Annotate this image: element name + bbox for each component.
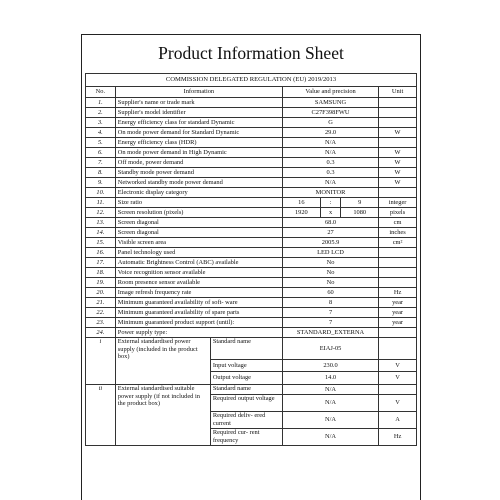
table-row [86,218,417,228]
row-unit [379,118,417,128]
row-information: Size ratio [115,198,282,208]
header-value: Value and precision [282,87,378,98]
row-number: 4. [86,128,116,138]
supply-ii-requirement-unit: A [379,412,417,429]
supply-ii-description: External standardised suitable power supply (if not included in the product box) [115,385,210,446]
row-number: 19. [86,278,116,288]
ratio-first: 1920 [282,208,320,218]
supply-ii-standard-value: N/A [282,385,378,395]
row-unit [379,108,417,118]
row-information: On mode power demand in High Dynamic [115,148,282,158]
row-unit [379,258,417,268]
supply-ii-standard-unit [379,385,417,395]
row-information: Screen diagonal [115,228,282,238]
row-information: Automatic Brightness Control (ABC) available [115,258,282,268]
supply-ii-requirement-value: N/A [282,429,378,446]
header-unit: Unit [379,87,417,98]
row-value: 27 [282,228,378,238]
row-value: 2005.9 [282,238,378,248]
row-information: Minimum guaranteed availability of spare parts [115,308,282,318]
row-information: Supplier's name or trade mark [115,98,282,108]
row-value: 7 [282,308,378,318]
table-row [86,208,417,218]
row-unit: W [379,168,417,178]
row-value: C27F398FWU [282,108,378,118]
row-unit: integer [379,198,417,208]
row-number: 17. [86,258,116,268]
row-number: 5. [86,138,116,148]
row-value: LED LCD [282,248,378,258]
row-information: On mode power demand for Standard Dynamic [115,128,282,138]
table-row [86,248,417,258]
row-unit: cm [379,218,417,228]
table-row [86,118,417,128]
row-information: Visible screen area [115,238,282,248]
row-unit: year [379,308,417,318]
row-unit: inches [379,228,417,238]
supply-ii-requirement-label: Required deliv- ered current [210,412,282,429]
row-information: Power supply type: [115,328,282,338]
row-information: Electronic display category [115,188,282,198]
row-value: No [282,268,378,278]
row-value: 29.0 [282,128,378,138]
row-unit [379,98,417,108]
row-unit: year [379,298,417,308]
row-value: N/A [282,138,378,148]
row-number: 7. [86,158,116,168]
row-number: 9. [86,178,116,188]
row-value: 0.3 [282,168,378,178]
supply-ii-requirement-label: Required cur- rent frequency [210,429,282,446]
row-information: Image refresh frequency rate [115,288,282,298]
row-value: No [282,258,378,268]
supply-ii-requirement-unit: Hz [379,429,417,446]
product-information-sheet [81,34,421,500]
row-unit: W [379,178,417,188]
row-information: Voice recognition sensor available [115,268,282,278]
row-unit [379,138,417,148]
row-value: MONITOR [282,188,378,198]
table-row [86,328,417,338]
row-information: Screen diagonal [115,218,282,228]
row-unit: Hz [379,288,417,298]
row-value: 60 [282,288,378,298]
supply-ii-requirement-unit: V [379,395,417,412]
row-unit [379,328,417,338]
row-information: Energy efficiency class (HDR) [115,138,282,148]
row-unit [379,268,417,278]
row-information: Panel technology used [115,248,282,258]
row-number: 22. [86,308,116,318]
row-information: Networked standby mode power demand [115,178,282,188]
row-information: Room presence sensor available [115,278,282,288]
row-number: 23. [86,318,116,328]
row-unit: year [379,318,417,328]
supply-i-standard-label: Standard name [210,338,282,360]
supply-ii-standard-row [86,385,417,395]
table-row [86,128,417,138]
table-row [86,258,417,268]
table-row [86,138,417,148]
row-value: No [282,278,378,288]
row-number: 6. [86,148,116,158]
row-number: 14. [86,228,116,238]
table-row [86,98,417,108]
row-number: 1. [86,98,116,108]
row-value: 8 [282,298,378,308]
row-value: G [282,118,378,128]
row-number: 15. [86,238,116,248]
supply-i-standard-value: EIAJ-05 [282,338,378,360]
table-row [86,298,417,308]
ratio-second: 9 [341,198,379,208]
row-unit [379,188,417,198]
row-unit [379,278,417,288]
row-value: N/A [282,148,378,158]
supply-ii-standard-label: Standard name [210,385,282,395]
row-value: 0.3 [282,158,378,168]
supply-ii-requirement-value: N/A [282,412,378,429]
supply-i-input-unit: V [379,359,417,372]
supply-i-output-value: 14.0 [282,372,378,385]
row-information: Standby mode power demand [115,168,282,178]
row-number: 16. [86,248,116,258]
supply-i-input-label: Input voltage [210,359,282,372]
row-number: 21. [86,298,116,308]
ratio-separator: : [320,198,341,208]
row-number: 10. [86,188,116,198]
row-information: Minimum guaranteed availability of soft- ware [115,298,282,308]
table-row [86,108,417,118]
table-row [86,178,417,188]
row-unit: W [379,158,417,168]
table-row [86,168,417,178]
row-number: 20. [86,288,116,298]
table-row [86,268,417,278]
row-information: Energy efficiency class for standard Dynamic [115,118,282,128]
table-row [86,198,417,208]
row-value: N/A [282,178,378,188]
row-number: 24. [86,328,116,338]
sheet-title: Product Information Sheet [158,43,344,63]
row-number: 3. [86,118,116,128]
table-row [86,188,417,198]
supply-i-standard-unit [379,338,417,360]
header-no: No. [86,87,116,98]
row-value: 68.0 [282,218,378,228]
table-row [86,318,417,328]
row-value: 7 [282,318,378,328]
row-number: 12. [86,208,116,218]
row-unit: W [379,148,417,158]
row-number: 18. [86,268,116,278]
supply-ii-number: ii [86,385,116,446]
row-number: 2. [86,108,116,118]
table-row [86,288,417,298]
ratio-separator: x [320,208,341,218]
header-information: Information [115,87,282,98]
row-unit: W [379,128,417,138]
table-row [86,148,417,158]
row-value: STANDARD_EXTERNA [282,328,378,338]
ratio-first: 16 [282,198,320,208]
regulation-text: COMMISSION DELEGATED REGULATION (EU) 2019/2013 [86,74,417,87]
header-row [86,87,417,98]
supply-i-number: i [86,338,116,385]
supply-i-description: External standardised power supply (included in the product box) [115,338,210,385]
row-information: Minimum guaranteed product support (until): [115,318,282,328]
row-information: Supplier's model identifier [115,108,282,118]
row-unit: pixels [379,208,417,218]
supply-i-output-unit: V [379,372,417,385]
table-row [86,238,417,248]
regulation-row [86,74,417,87]
table-row [86,158,417,168]
row-unit: cm² [379,238,417,248]
supply-i-output-label: Output voltage [210,372,282,385]
supply-ii-requirement-value: N/A [282,395,378,412]
product-info-table [85,73,417,446]
supply-i-input-value: 230.0 [282,359,378,372]
table-row [86,308,417,318]
row-number: 13. [86,218,116,228]
row-information: Screen resolution (pixels) [115,208,282,218]
supply-i-standard-row [86,338,417,360]
row-information: Off mode, power demand [115,158,282,168]
table-row [86,228,417,238]
table-row [86,278,417,288]
ratio-second: 1080 [341,208,379,218]
row-number: 11. [86,198,116,208]
supply-ii-requirement-label: Required output voltage [210,395,282,412]
row-value: SAMSUNG [282,98,378,108]
row-unit [379,248,417,258]
row-number: 8. [86,168,116,178]
